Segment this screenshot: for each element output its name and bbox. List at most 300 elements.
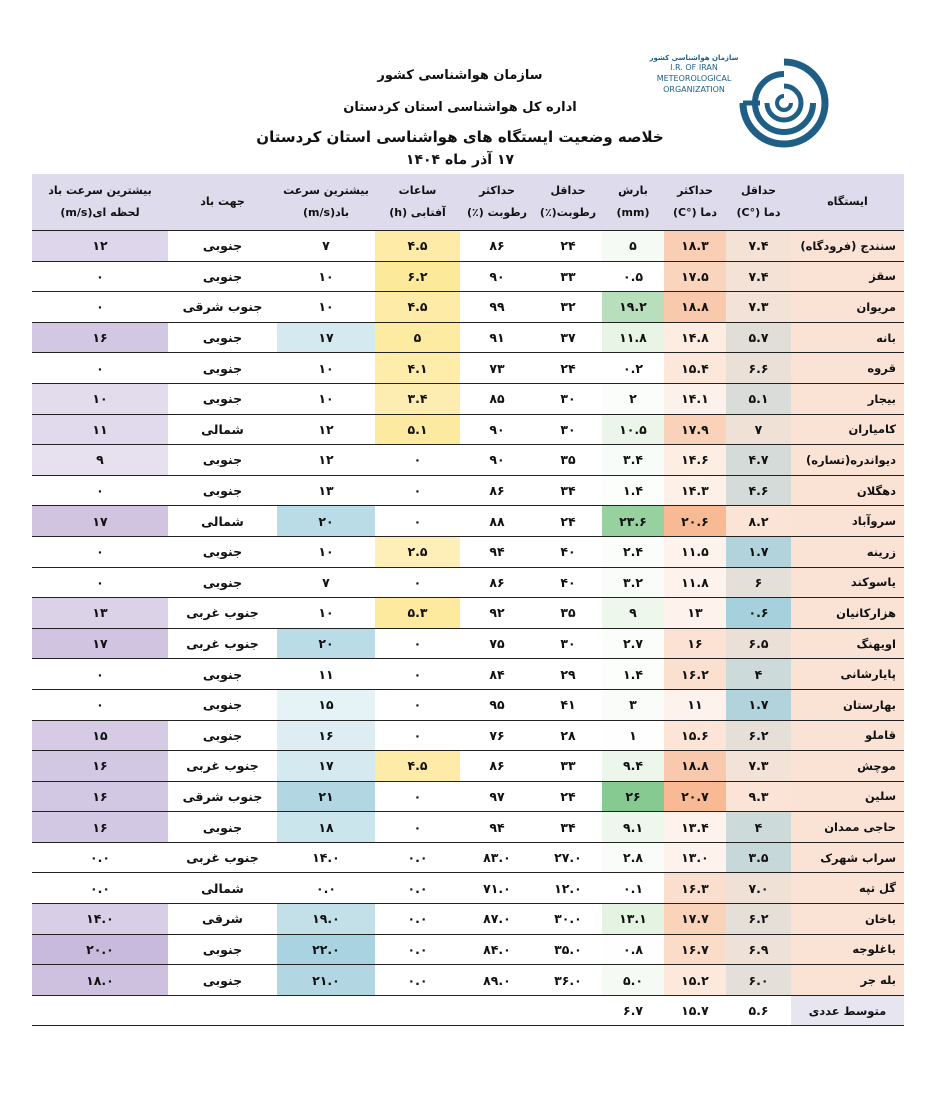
cell-tmin: ۰.۶	[726, 598, 791, 629]
table-row	[32, 383, 904, 414]
cell-tmax: ۱۶.۷	[664, 934, 726, 965]
cell-tmin: ۷	[726, 414, 791, 445]
cell-gust: ۱۶	[32, 812, 168, 843]
cell-tmin: ۵.۷	[726, 322, 791, 353]
cell-tmin: ۵.۱	[726, 383, 791, 414]
cell-hmax: ۹۰	[460, 261, 534, 292]
cell-dir: جنوبی	[168, 567, 277, 598]
cell-precip: ۳	[602, 689, 664, 720]
cell-wind: ۲۰	[277, 506, 375, 537]
cell-sun: ۵	[375, 322, 460, 353]
cell-gust: ۱۷	[32, 506, 168, 537]
table-row	[32, 720, 904, 751]
cell-wind: ۱۰	[277, 353, 375, 384]
cell-dir: جنوب غربی	[168, 628, 277, 659]
cell-precip: ۱.۴	[602, 475, 664, 506]
cell-station: سراب شهرک	[791, 842, 904, 873]
cell-tmax: ۱۳	[664, 598, 726, 629]
cell-station: موچش	[791, 751, 904, 782]
table-row	[32, 445, 904, 476]
cell-tmin: ۴.۷	[726, 445, 791, 476]
cell-dir: جنوب شرقی	[168, 292, 277, 323]
column-header-line2: دما (°C)	[736, 206, 781, 219]
cell-dir: جنوبی	[168, 353, 277, 384]
org-name: سازمان هواشناسی کشور	[377, 68, 543, 83]
column-header-line2: (mm)	[616, 206, 650, 219]
cell-precip: ۰.۸	[602, 934, 664, 965]
cell-station: بهارستان	[791, 689, 904, 720]
cell-sun: ۰.۰	[375, 934, 460, 965]
cell-precip: ۲.۷	[602, 628, 664, 659]
cell-dir: جنوب غربی	[168, 751, 277, 782]
cell-gust: ۱۰	[32, 383, 168, 414]
column-header-line1: حداکثر	[479, 184, 515, 197]
stations-table	[32, 174, 904, 1026]
column-header-precip	[602, 174, 664, 231]
cell-wind: ۰.۰	[277, 873, 375, 904]
cell-precip: ۹.۴	[602, 751, 664, 782]
logo-text-line3: METEOROLOGICAL	[656, 74, 732, 83]
cell-wind: ۱۱	[277, 659, 375, 690]
cell-dir: جنوبی	[168, 965, 277, 996]
cell-wind: ۱۷	[277, 322, 375, 353]
cell-hmax: ۹۹	[460, 292, 534, 323]
cell-dir: جنوبی	[168, 231, 277, 262]
cell-station: سلین	[791, 781, 904, 812]
cell-dir: جنوبی	[168, 475, 277, 506]
cell-hmax: ۸۶	[460, 751, 534, 782]
cell-station: یاسوکند	[791, 567, 904, 598]
table-row	[32, 506, 904, 537]
column-header-line2: دما (°C)	[672, 206, 718, 219]
cell-hmin: ۳۰.۰	[534, 904, 602, 935]
cell-station: حاجی ممدان	[791, 812, 904, 843]
cell-gust: ۱۷	[32, 628, 168, 659]
cell-wind: ۱۶	[277, 720, 375, 751]
cell-station: قاملو	[791, 720, 904, 751]
cell-dir: جنوبی	[168, 720, 277, 751]
cell-hmax: ۷۳	[460, 353, 534, 384]
cell-precip: ۳.۲	[602, 567, 664, 598]
cell-tmin: ۶.۰	[726, 965, 791, 996]
cell-station: سنندج (فرودگاه)	[791, 231, 904, 262]
cell-hmax: ۸۹.۰	[460, 965, 534, 996]
cell-dir: جنوبی	[168, 689, 277, 720]
cell-wind: ۱۰	[277, 292, 375, 323]
cell-tmax: ۱۵.۴	[664, 353, 726, 384]
cell-gust: ۱۱	[32, 414, 168, 445]
table-row	[32, 353, 904, 384]
cell-station: دهگلان	[791, 475, 904, 506]
cell-precip: ۲.۴	[602, 536, 664, 567]
cell-sun: ۰	[375, 475, 460, 506]
cell-hmin: ۳۰	[534, 383, 602, 414]
cell-hmin: ۲۴	[534, 353, 602, 384]
cell-station: مریوان	[791, 292, 904, 323]
cell-tmax: ۱۱.۵	[664, 536, 726, 567]
cell-dir: جنوبی	[168, 934, 277, 965]
cell-dir: جنوبی	[168, 659, 277, 690]
cell-tmin: ۶.۶	[726, 353, 791, 384]
cell-gust: ۱۴.۰	[32, 904, 168, 935]
cell-tmin: ۶.۲	[726, 904, 791, 935]
average-precip: ۶.۷	[602, 995, 664, 1026]
column-header-line1: بیشترین سرعت باد	[48, 184, 152, 197]
cell-wind: ۲۲.۰	[277, 934, 375, 965]
cell-tmax: ۱۴.۳	[664, 475, 726, 506]
table-row	[32, 598, 904, 629]
cell-tmin: ۴	[726, 659, 791, 690]
table-row	[32, 536, 904, 567]
cell-dir: جنوب غربی	[168, 598, 277, 629]
cell-hmin: ۲۴	[534, 231, 602, 262]
cell-gust: ۱۶	[32, 751, 168, 782]
cell-tmax: ۱۶.۳	[664, 873, 726, 904]
cell-sun: ۰	[375, 812, 460, 843]
cell-wind: ۱۷	[277, 751, 375, 782]
cell-hmax: ۹۵	[460, 689, 534, 720]
cell-hmax: ۹۴	[460, 536, 534, 567]
cell-station: اویهنگ	[791, 628, 904, 659]
column-header-dir	[168, 174, 277, 231]
cell-hmin: ۳۴	[534, 812, 602, 843]
cell-tmin: ۷.۴	[726, 231, 791, 262]
cell-sun: ۴.۵	[375, 751, 460, 782]
cell-gust: ۰.۰	[32, 842, 168, 873]
table-row	[32, 231, 904, 262]
report-title: خلاصه وضعیت ایستگاه های هواشناسی استان کردستان	[256, 128, 664, 146]
column-header-line1: حداکثر	[677, 184, 713, 197]
cell-wind: ۲۱	[277, 781, 375, 812]
cell-hmax: ۷۵	[460, 628, 534, 659]
cell-station: سقز	[791, 261, 904, 292]
table-row	[32, 475, 904, 506]
table-row	[32, 812, 904, 843]
average-row	[32, 995, 904, 1026]
cell-wind: ۷	[277, 231, 375, 262]
table-row	[32, 965, 904, 996]
average-tmax: ۱۵.۷	[664, 995, 726, 1026]
column-header-line1: حداقل	[740, 184, 777, 197]
column-header-line1: بیشترین سرعت	[283, 184, 369, 197]
column-header-line2: رطوبت(٪)	[539, 206, 597, 219]
cell-dir: جنوبی	[168, 261, 277, 292]
cell-hmax: ۸۳.۰	[460, 842, 534, 873]
cell-hmax: ۸۷.۰	[460, 904, 534, 935]
cell-hmin: ۳۵	[534, 445, 602, 476]
cell-hmin: ۳۵.۰	[534, 934, 602, 965]
table-row	[32, 292, 904, 323]
cell-hmax: ۷۶	[460, 720, 534, 751]
cell-sun: ۲.۵	[375, 536, 460, 567]
column-header-line2: آفتابی (h)	[389, 206, 446, 219]
cell-tmin: ۱.۷	[726, 536, 791, 567]
cell-tmin: ۹.۳	[726, 781, 791, 812]
cell-gust: ۰	[32, 536, 168, 567]
cell-precip: ۱۱.۸	[602, 322, 664, 353]
cell-station: زرینه	[791, 536, 904, 567]
cell-precip: ۰.۱	[602, 873, 664, 904]
cell-precip: ۲۳.۶	[602, 506, 664, 537]
cell-precip: ۲.۸	[602, 842, 664, 873]
column-header-line1: ساعات	[398, 184, 437, 197]
column-header-tmin	[726, 174, 791, 231]
cell-gust: ۰	[32, 475, 168, 506]
cell-sun: ۰	[375, 628, 460, 659]
cell-dir: جنوب غربی	[168, 842, 277, 873]
table-row	[32, 751, 904, 782]
cell-dir: جنوب شرقی	[168, 781, 277, 812]
cell-wind: ۱۹.۰	[277, 904, 375, 935]
cell-station: بیجار	[791, 383, 904, 414]
table-row	[32, 904, 904, 935]
cell-tmax: ۱۷.۵	[664, 261, 726, 292]
cell-station: هزارکانیان	[791, 598, 904, 629]
cell-hmin: ۴۱	[534, 689, 602, 720]
cell-hmax: ۷۱.۰	[460, 873, 534, 904]
column-header-line1: جهت باد	[200, 195, 245, 208]
cell-tmax: ۱۱.۸	[664, 567, 726, 598]
cell-sun: ۰	[375, 720, 460, 751]
cell-precip: ۲	[602, 383, 664, 414]
cell-gust: ۱۳	[32, 598, 168, 629]
cell-precip: ۱.۴	[602, 659, 664, 690]
cell-hmax: ۹۰	[460, 414, 534, 445]
average-empty	[32, 995, 602, 1026]
cell-sun: ۴.۵	[375, 292, 460, 323]
cell-hmax: ۸۶	[460, 475, 534, 506]
cell-dir: جنوبی	[168, 445, 277, 476]
cell-gust: ۱۵	[32, 720, 168, 751]
cell-hmin: ۲۷.۰	[534, 842, 602, 873]
cell-station: سروآباد	[791, 506, 904, 537]
average-tmin: ۵.۶	[726, 995, 791, 1026]
cell-hmin: ۴۰	[534, 536, 602, 567]
cell-station: پایارشانی	[791, 659, 904, 690]
cell-gust: ۱۸.۰	[32, 965, 168, 996]
cell-gust: ۲۰.۰	[32, 934, 168, 965]
cell-sun: ۴.۱	[375, 353, 460, 384]
cell-precip: ۱	[602, 720, 664, 751]
cell-tmin: ۷.۳	[726, 292, 791, 323]
cell-tmax: ۱۷.۷	[664, 904, 726, 935]
table-row	[32, 873, 904, 904]
table-row	[32, 842, 904, 873]
table-row	[32, 322, 904, 353]
cell-dir: شمالی	[168, 506, 277, 537]
cell-hmin: ۳۴	[534, 475, 602, 506]
cell-precip: ۵.۰	[602, 965, 664, 996]
logo-text-fa: سازمان هواشناسی کشور	[649, 54, 739, 62]
cell-station: باخان	[791, 904, 904, 935]
table-row	[32, 781, 904, 812]
cell-precip: ۰.۲	[602, 353, 664, 384]
cell-sun: ۰	[375, 659, 460, 690]
table-row	[32, 934, 904, 965]
cell-sun: ۶.۲	[375, 261, 460, 292]
cell-station: بله جر	[791, 965, 904, 996]
cell-sun: ۰.۰	[375, 904, 460, 935]
cell-tmin: ۳.۵	[726, 842, 791, 873]
cell-gust: ۱۶	[32, 322, 168, 353]
cell-dir: شرقی	[168, 904, 277, 935]
cell-dir: شمالی	[168, 414, 277, 445]
table-row	[32, 659, 904, 690]
cell-hmin: ۳۳	[534, 751, 602, 782]
cell-sun: ۰	[375, 506, 460, 537]
cell-station: گل تپه	[791, 873, 904, 904]
cell-tmin: ۴	[726, 812, 791, 843]
cell-tmax: ۱۴.۱	[664, 383, 726, 414]
cell-dir: جنوبی	[168, 322, 277, 353]
cell-tmax: ۱۷.۹	[664, 414, 726, 445]
cell-tmin: ۶	[726, 567, 791, 598]
cell-precip: ۵	[602, 231, 664, 262]
cell-sun: ۰	[375, 689, 460, 720]
cell-hmax: ۸۴.۰	[460, 934, 534, 965]
cell-sun: ۰	[375, 445, 460, 476]
cell-sun: ۰.۰	[375, 965, 460, 996]
cell-hmin: ۳۳	[534, 261, 602, 292]
cell-tmin: ۷.۰	[726, 873, 791, 904]
cell-sun: ۵.۳	[375, 598, 460, 629]
column-header-gust	[32, 174, 168, 231]
cell-tmin: ۶.۵	[726, 628, 791, 659]
cell-hmax: ۹۱	[460, 322, 534, 353]
cell-tmax: ۲۰.۶	[664, 506, 726, 537]
cell-dir: جنوبی	[168, 812, 277, 843]
cell-tmax: ۲۰.۷	[664, 781, 726, 812]
column-header-line2: لحظه ای(m/s)	[60, 206, 140, 219]
cell-tmax: ۱۶.۲	[664, 659, 726, 690]
cell-wind: ۱۰	[277, 536, 375, 567]
cell-sun: ۵.۱	[375, 414, 460, 445]
cell-wind: ۱۴.۰	[277, 842, 375, 873]
cell-hmax: ۸۸	[460, 506, 534, 537]
cell-dir: شمالی	[168, 873, 277, 904]
table-row	[32, 261, 904, 292]
column-header-sun	[375, 174, 460, 231]
cell-wind: ۱۲	[277, 445, 375, 476]
cell-tmin: ۶.۲	[726, 720, 791, 751]
cell-precip: ۲۶	[602, 781, 664, 812]
cell-hmin: ۲۴	[534, 506, 602, 537]
cell-tmax: ۱۱	[664, 689, 726, 720]
column-header-hmax	[460, 174, 534, 231]
cell-gust: ۱۲	[32, 231, 168, 262]
cell-tmax: ۱۳.۰	[664, 842, 726, 873]
cell-gust: ۹	[32, 445, 168, 476]
cell-hmax: ۹۷	[460, 781, 534, 812]
cell-precip: ۳.۴	[602, 445, 664, 476]
cell-gust: ۰	[32, 689, 168, 720]
meteorological-organization-logo	[649, 48, 830, 148]
table-row	[32, 689, 904, 720]
cell-hmax: ۸۶	[460, 567, 534, 598]
cell-hmin: ۳۶.۰	[534, 965, 602, 996]
cell-tmax: ۱۴.۶	[664, 445, 726, 476]
cell-wind: ۱۵	[277, 689, 375, 720]
cell-hmin: ۳۲	[534, 292, 602, 323]
cell-hmax: ۸۶	[460, 231, 534, 262]
column-header-line1: ایستگاه	[827, 195, 868, 208]
cell-tmax: ۱۸.۸	[664, 292, 726, 323]
cell-station: باغلوجه	[791, 934, 904, 965]
table-header-row	[32, 174, 904, 231]
cell-hmax: ۸۵	[460, 383, 534, 414]
cell-hmax: ۹۲	[460, 598, 534, 629]
column-header-station	[791, 174, 904, 231]
cell-hmin: ۴۰	[534, 567, 602, 598]
column-header-line1: حداقل	[550, 184, 586, 197]
column-header-wind	[277, 174, 375, 231]
cell-hmin: ۲۹	[534, 659, 602, 690]
cell-hmax: ۹۰	[460, 445, 534, 476]
cell-tmin: ۱.۷	[726, 689, 791, 720]
cell-wind: ۱۰	[277, 598, 375, 629]
cell-precip: ۹	[602, 598, 664, 629]
cell-hmin: ۲۸	[534, 720, 602, 751]
cell-tmin: ۸.۲	[726, 506, 791, 537]
cell-hmin: ۳۰	[534, 628, 602, 659]
cell-sun: ۰.۰	[375, 873, 460, 904]
cell-sun: ۳.۴	[375, 383, 460, 414]
cell-precip: ۱۰.۵	[602, 414, 664, 445]
cell-precip: ۱۹.۲	[602, 292, 664, 323]
table-row	[32, 567, 904, 598]
cell-precip: ۱۳.۱	[602, 904, 664, 935]
cell-gust: ۱۶	[32, 781, 168, 812]
cell-tmax: ۱۵.۶	[664, 720, 726, 751]
cell-sun: ۴.۵	[375, 231, 460, 262]
cell-station: قروه	[791, 353, 904, 384]
cell-sun: ۰.۰	[375, 842, 460, 873]
cell-hmin: ۳۰	[534, 414, 602, 445]
table-row	[32, 628, 904, 659]
cell-gust: ۰.۰	[32, 873, 168, 904]
column-header-tmax	[664, 174, 726, 231]
cell-hmin: ۳۵	[534, 598, 602, 629]
cell-wind: ۱۲	[277, 414, 375, 445]
column-header-line2: باد(m/s)	[303, 206, 349, 219]
logo-spiral-icon	[742, 61, 826, 145]
average-label: متوسط عددی	[791, 995, 904, 1026]
logo-text-line2: I.R. OF IRAN	[670, 63, 718, 72]
cell-tmax: ۱۶	[664, 628, 726, 659]
cell-hmax: ۹۴	[460, 812, 534, 843]
cell-tmax: ۱۸.۸	[664, 751, 726, 782]
cell-precip: ۹.۱	[602, 812, 664, 843]
cell-gust: ۰	[32, 353, 168, 384]
cell-wind: ۱۰	[277, 261, 375, 292]
cell-tmin: ۷.۴	[726, 261, 791, 292]
cell-sun: ۰	[375, 567, 460, 598]
cell-wind: ۷	[277, 567, 375, 598]
cell-station: کامیاران	[791, 414, 904, 445]
column-header-line2: رطوبت (٪)	[467, 206, 527, 219]
table-row	[32, 414, 904, 445]
cell-gust: ۰	[32, 261, 168, 292]
cell-tmin: ۷.۳	[726, 751, 791, 782]
cell-tmin: ۶.۹	[726, 934, 791, 965]
cell-dir: جنوبی	[168, 536, 277, 567]
cell-wind: ۱۰	[277, 383, 375, 414]
cell-tmax: ۱۵.۲	[664, 965, 726, 996]
cell-sun: ۰	[375, 781, 460, 812]
cell-tmax: ۱۸.۳	[664, 231, 726, 262]
cell-hmin: ۲۴	[534, 781, 602, 812]
cell-hmin: ۱۲.۰	[534, 873, 602, 904]
